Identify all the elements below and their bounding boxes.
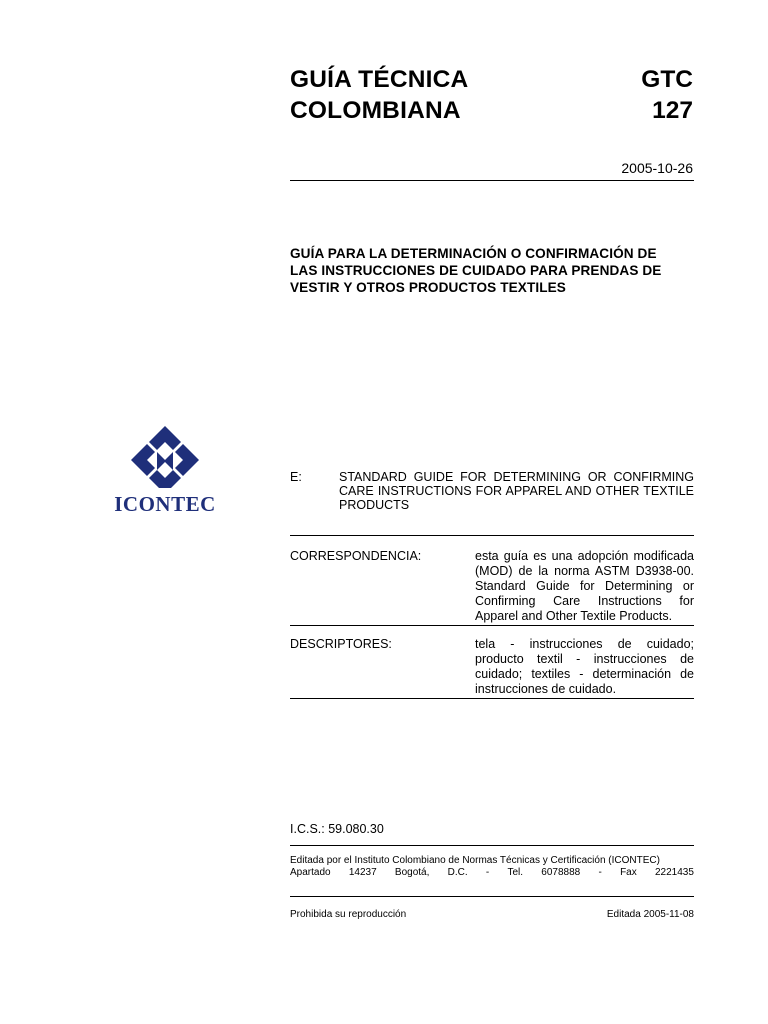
main-title-line-3: VESTIR Y OTROS PRODUCTOS TEXTILES — [290, 280, 566, 295]
publisher-address — [290, 867, 694, 879]
title-line-2: COLOMBIANA — [290, 97, 461, 124]
publisher-line: Editada por el Instituto Colombiano de Normas Técnicas y Certificación (ICONTEC) — [290, 855, 660, 866]
icontec-wordmark: ICONTEC — [114, 492, 216, 516]
header-divider — [290, 180, 694, 181]
main-title — [290, 245, 696, 296]
english-title-divider — [290, 535, 694, 536]
correspondencia-label: CORRESPONDENCIA: — [290, 549, 422, 563]
address-token: Apartado — [290, 867, 331, 878]
address-token: Bogotá, — [394, 867, 430, 878]
correspondencia-divider — [290, 625, 694, 626]
address-token: 2221435 — [655, 867, 694, 878]
icontec-n-diamond-icon — [107, 424, 223, 488]
code-line-2: 127 — [652, 97, 693, 124]
icontec-logo — [107, 424, 223, 520]
document-type-title — [290, 64, 590, 126]
address-token: 6078888 — [541, 867, 581, 878]
address-token: 14237 — [348, 867, 377, 878]
english-title-label: E: — [290, 470, 302, 484]
descriptores-value: tela - instrucciones de cuidado; producto textil - instrucciones de cuidado; textiles - determinación de instrucciones de cuidado. — [475, 637, 694, 696]
address-token: - — [485, 867, 490, 878]
publisher-info — [290, 855, 694, 879]
address-token: - — [598, 867, 602, 878]
address-token: Fax — [620, 867, 637, 878]
correspondencia-value: esta guía es una adopción modificada (MOD) de la norma ASTM D3938-00. Standard Guide for Determining or Confirming Care Instructions for Apparel and Other Textile Products. — [475, 549, 694, 623]
edition-date: Editada 2005-11-08 — [606, 909, 694, 920]
publication-date: 2005-10-26 — [621, 160, 693, 176]
ics-code: I.C.S.: 59.080.30 — [290, 822, 384, 836]
main-title-line-1: GUÍA PARA LA DETERMINACIÓN O CONFIRMACIÓN DE — [290, 246, 657, 261]
code-line-1: GTC — [641, 66, 693, 93]
reproduction-notice: Prohibida su reproducción — [290, 909, 407, 920]
descriptores-label: DESCRIPTORES: — [290, 637, 392, 651]
document-code — [560, 64, 693, 126]
main-title-line-2: LAS INSTRUCCIONES DE CUIDADO PARA PRENDAS DE — [290, 263, 662, 278]
publisher-divider — [290, 896, 694, 897]
title-line-1: GUÍA TÉCNICA — [290, 66, 469, 93]
descriptores-divider — [290, 698, 694, 699]
english-title-text: STANDARD GUIDE FOR DETERMINING OR CONFIRMING CARE INSTRUCTIONS FOR APPAREL AND OTHER TEXTILE PRODUCTS — [339, 470, 694, 512]
address-token: D.C. — [447, 867, 468, 878]
ics-divider — [290, 845, 694, 846]
address-token: Tel. — [507, 867, 524, 878]
